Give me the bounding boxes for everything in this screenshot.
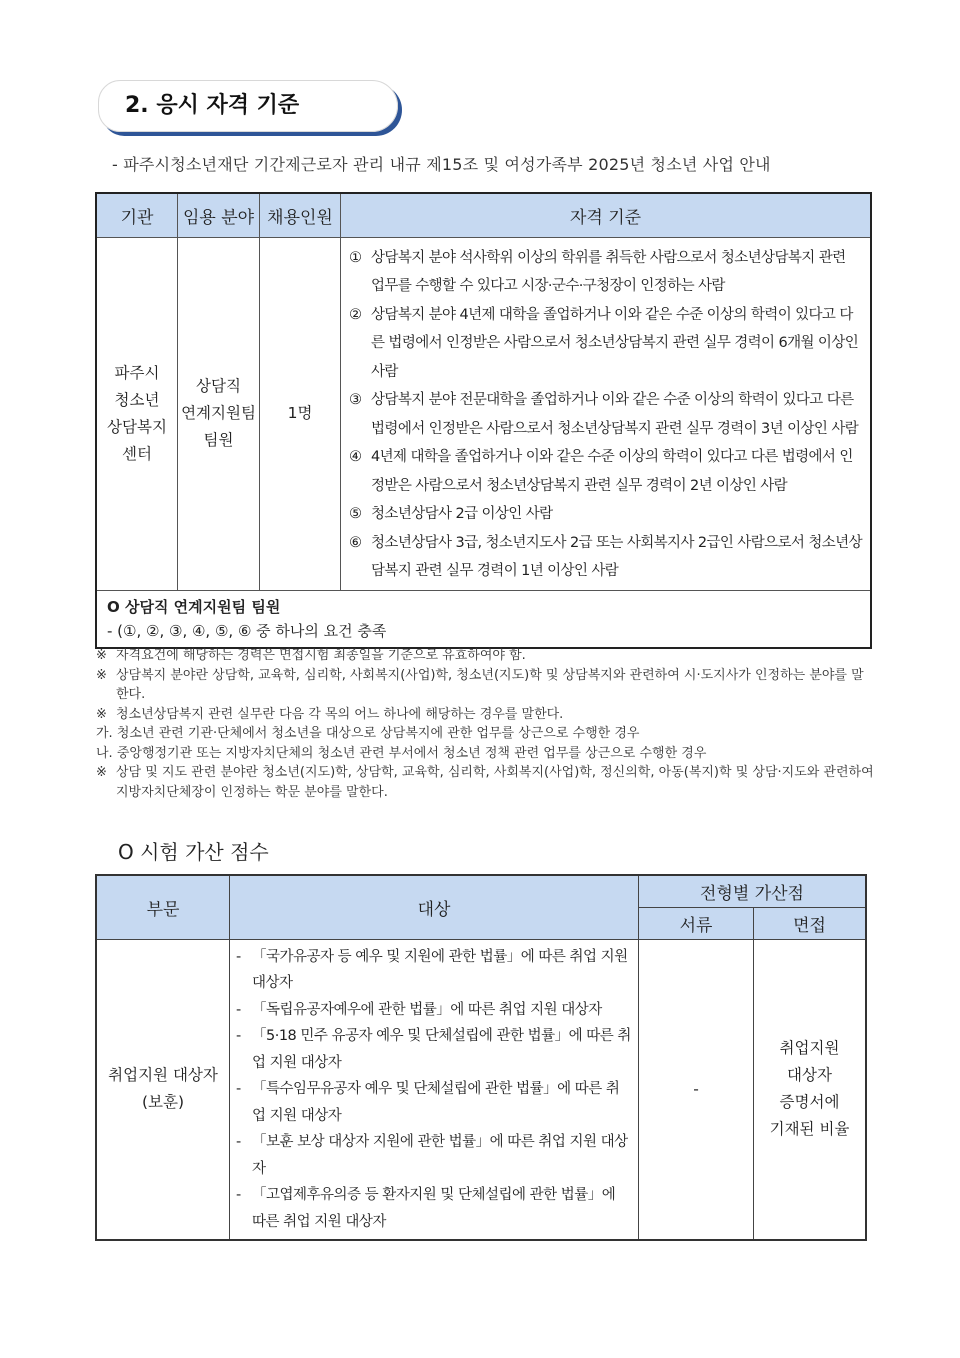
category-cell bbox=[96, 939, 230, 1240]
criteria-item: ⑥ 청소년상담사 3급, 청소년지도사 2급 또는 사회복지사 2급인 사람으로서 청소년상담복지 관련 실무 경력이 1년 이상인 사람 bbox=[349, 534, 862, 579]
header-org: 기관 bbox=[96, 193, 178, 237]
criteria-item: ③ 상담복지 분야 전문대학을 졸업하거나 이와 같은 수준 이상의 학력이 있다고 다른 법령에서 인정받은 사람으로서 청소년상담복지 관련 실무 경력이 3년 이상인 사람 bbox=[349, 392, 859, 437]
subtitle: - 파주시청소년재단 기간제근로자 관리 내규 제15조 및 여성가족부 2025년 청소년 사업 안내 bbox=[112, 155, 771, 174]
criteria-item: ① 상담복지 분야 석사학위 이상의 학위를 취득한 사람으로서 청소년상담복지 관련 업무를 수행할 수 있다고 시장·군수·구청장이 인정하는 사람 bbox=[349, 249, 846, 294]
target-item: - 「특수임무유공자 예우 및 단체설립에 관한 법률」에 따른 취업 지원 대상자 bbox=[236, 1081, 620, 1124]
org-line: 청소년 bbox=[114, 390, 160, 409]
summary-text: - (①, ②, ③, ④, ⑤, ⑥ 중 하나의 요건 충족 bbox=[107, 621, 387, 640]
criteria-item: ② 상담복지 분야 4년제 대학을 졸업하거나 이와 같은 수준 이상의 학력이 있다고 다른 법령에서 인정받은 사람으로서 청소년상담복지 관련 실무 경력이 6개월 이상인 사람 bbox=[349, 306, 859, 380]
document-cell: - bbox=[639, 939, 754, 1240]
note: ※ 상담복지 분야란 상담학, 교육학, 심리학, 사회복지(사업)학, 청소년(지도)학 및 상담복지와 관련하여 시·도지사가 인정하는 분야를 말한다. bbox=[96, 667, 864, 702]
org-line: 파주시 bbox=[114, 363, 160, 382]
note-sub: 가. 청소년 관련 기관·단체에서 청소년을 대상으로 상담복지에 관한 업무를 상근으로 수행한 경우 bbox=[96, 726, 640, 741]
target-item: - 「고엽제후유의증 등 환자지원 및 단체설립에 관한 법률」에 따른 취업 지원 대상자 bbox=[236, 1187, 616, 1230]
note: ※ 청소년상담복지 관련 실무란 다음 각 목의 어느 하나에 해당하는 경우를 말한다. bbox=[96, 706, 564, 722]
header-document: 서류 bbox=[639, 907, 754, 939]
target-item: - 「독립유공자예우에 관한 법률」에 따른 취업 지원 대상자 bbox=[236, 1001, 602, 1018]
header-target: 대상 bbox=[230, 875, 639, 939]
header-count: 채용인원 bbox=[260, 193, 341, 237]
target-item: - 「보훈 보상 대상자 지원에 관한 법률」에 따른 취업 지원 대상자 bbox=[236, 1134, 628, 1177]
note-sub: 나. 중앙행정기관 또는 지방자치단체의 청소년 관련 부서에서 청소년 정책 관련 업무를 상근으로 수행한 경우 bbox=[96, 745, 707, 761]
bonus-section-title: O 시험 가산 점수 bbox=[118, 840, 269, 864]
interview-line: 기재된 비율 bbox=[769, 1120, 850, 1139]
target-cell bbox=[230, 939, 639, 1240]
header-category: 부문 bbox=[96, 875, 230, 939]
bonus-table bbox=[95, 874, 867, 1241]
target-item: - 「국가유공자 등 예우 및 지원에 관한 법률」에 따른 취업 지원 대상자 bbox=[236, 948, 628, 991]
field-line: 상담직 bbox=[196, 377, 241, 395]
interview-line: 증명서에 bbox=[779, 1093, 840, 1112]
count-cell: 1명 bbox=[260, 237, 341, 590]
interview-line: 취업지원 bbox=[779, 1039, 840, 1058]
category-line: (보훈) bbox=[141, 1093, 185, 1112]
field-line: 연계지원팀 bbox=[181, 404, 256, 422]
notes bbox=[96, 646, 876, 802]
note: ※ 상담 및 지도 관련 분야란 청소년(지도)학, 상담학, 교육학, 심리학, 사회복지(사업)학, 정신의학, 아동(복지)학 및 상담·지도와 관련하여 지방자치단체장이 인정하는 학문 분야를 말한다. bbox=[96, 765, 874, 800]
criteria-item: ⑤ 청소년상담사 2급 이상인 사람 bbox=[349, 506, 553, 522]
summary-title: O 상담직 연계지원팀 팀원 bbox=[107, 597, 281, 616]
field-cell bbox=[178, 237, 260, 590]
note: ※ 자격요건에 해당하는 경력은 면접시험 최종일을 기준으로 유효하여야 함. bbox=[96, 648, 526, 663]
section-title: 2. 응시 자격 기준 bbox=[98, 80, 398, 132]
interview-line: 대상자 bbox=[787, 1066, 832, 1085]
target-item: - 「5·18 민주 유공자 예우 및 단체설립에 관한 법률」에 따른 취업 지원 대상자 bbox=[236, 1028, 631, 1071]
interview-cell bbox=[754, 939, 867, 1240]
header-bonus: 전형별 가산점 bbox=[639, 875, 867, 907]
header-interview: 면접 bbox=[754, 907, 867, 939]
qualification-table bbox=[95, 192, 872, 649]
criteria-item: ④ 4년제 대학을 졸업하거나 이와 같은 수준 이상의 학력이 있다고 다른 법령에서 인정받은 사람으로서 청소년상담복지 관련 실무 경력이 2년 이상인 사람 bbox=[349, 449, 853, 494]
category-line: 취업지원 대상자 bbox=[108, 1066, 218, 1085]
field-line: 팀원 bbox=[203, 431, 234, 449]
criteria-cell bbox=[341, 237, 872, 590]
org-line: 센터 bbox=[122, 444, 152, 463]
org-cell bbox=[96, 237, 178, 590]
header-criteria: 자격 기준 bbox=[341, 193, 872, 237]
org-line: 상담복지 bbox=[107, 417, 167, 436]
summary-cell bbox=[96, 590, 871, 648]
header-field: 임용 분야 bbox=[178, 193, 260, 237]
